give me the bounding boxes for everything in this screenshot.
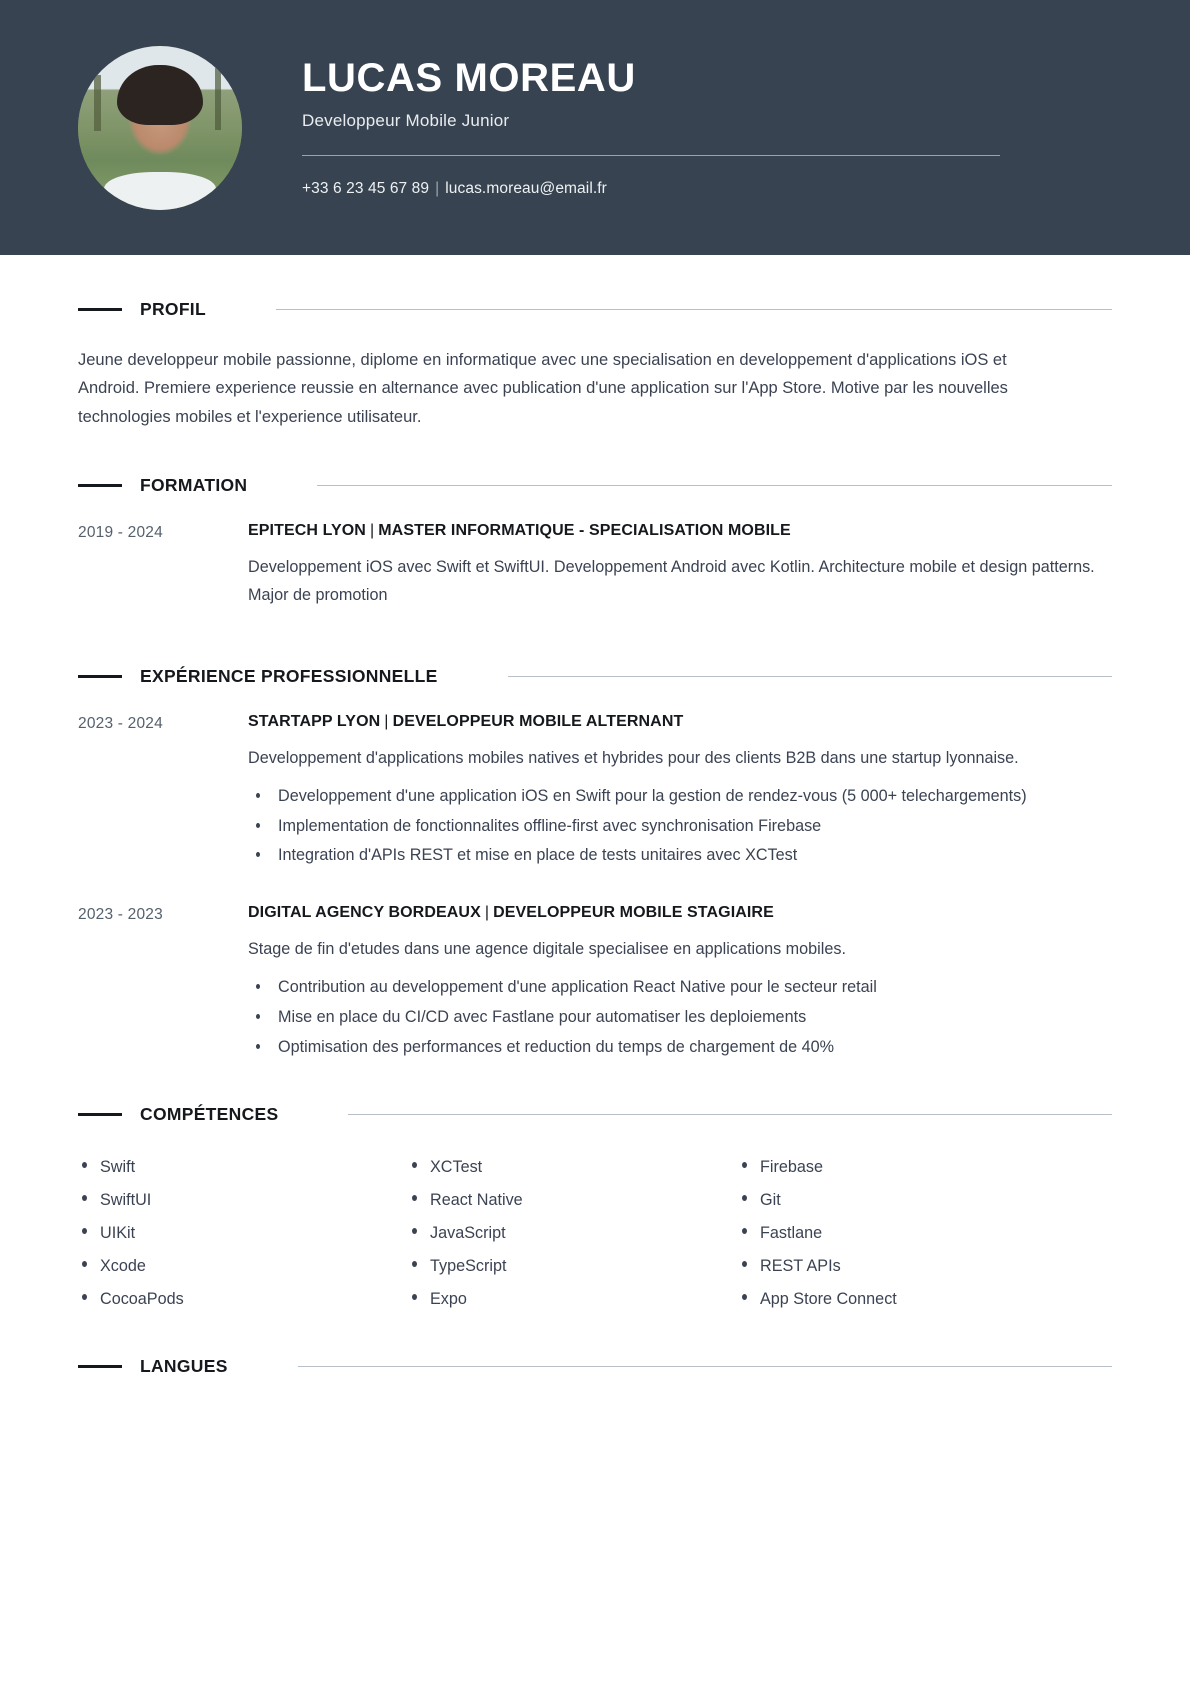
- section-rule: [348, 1114, 1112, 1115]
- entry-title: [248, 713, 1102, 731]
- email-address: lucas.moreau@email.fr: [445, 180, 607, 197]
- entry-description: Developpement d'applications mobiles natives et hybrides pour des clients B2B dans une startup lyonnaise.: [248, 748, 1019, 767]
- entry-title-separator: |: [484, 904, 490, 922]
- section-header-langues: [78, 1356, 1112, 1377]
- entry-date: 2023 - 2024: [78, 714, 163, 732]
- entry-body: [248, 522, 1112, 620]
- section-rule: [508, 676, 1112, 677]
- skill-item: Fastlane: [738, 1217, 1112, 1250]
- skill-item: UIKit: [78, 1217, 408, 1250]
- entry-date: 2019 - 2024: [78, 524, 163, 542]
- page-title: LUCAS MOREAU: [302, 56, 636, 100]
- section-dash-icon: [78, 1365, 122, 1368]
- skill-item: TypeScript: [408, 1250, 738, 1283]
- section-formation: [78, 475, 1112, 620]
- section-header-experience: [78, 666, 1112, 687]
- entry-title: [248, 522, 1102, 540]
- resume-content: [0, 255, 1190, 1377]
- entry-bullet-list: [248, 783, 1102, 871]
- list-item: Mise en place du CI/CD avec Fastlane pour automatiser les deploiements: [248, 1004, 1102, 1032]
- skill-item: Git: [738, 1184, 1112, 1217]
- list-item: Optimisation des performances et reduction du temps de chargement de 40%: [248, 1034, 1102, 1062]
- entry-title: [248, 904, 1102, 922]
- list-item: Integration d'APIs REST et mise en place de tests unitaires avec XCTest: [248, 842, 1102, 870]
- section-rule: [317, 485, 1112, 486]
- skill-item: SwiftUI: [78, 1184, 408, 1217]
- entry-position: DEVELOPPEUR MOBILE STAGIAIRE: [493, 904, 774, 922]
- skill-item: Xcode: [78, 1250, 408, 1283]
- entry-organisation: EPITECH LYON: [248, 522, 366, 540]
- skills-grid: [78, 1151, 1112, 1316]
- list-item: Developpement d'une application iOS en Swift pour la gestion de rendez-vous (5 000+ telechargements): [248, 783, 1102, 811]
- section-title: FORMATION: [140, 475, 248, 496]
- skill-item: React Native: [408, 1184, 738, 1217]
- entry-description: Developpement iOS avec Swift et SwiftUI. Developpement Android avec Kotlin. Architecture mobile et design patterns. Major de promotion: [248, 558, 1095, 604]
- section-rule: [276, 309, 1112, 310]
- experience-entry: [78, 713, 1112, 872]
- section-title: LANGUES: [140, 1355, 228, 1376]
- experience-entry: [78, 904, 1112, 1063]
- section-competences: [78, 1104, 1112, 1316]
- contact-separator: |: [435, 180, 440, 197]
- phone-number: +33 6 23 45 67 89: [302, 180, 430, 197]
- skill-item: CocoaPods: [78, 1283, 408, 1316]
- section-title: COMPÉTENCES: [140, 1103, 279, 1124]
- entry-bullet-list: [248, 974, 1102, 1062]
- skill-item: Expo: [408, 1283, 738, 1316]
- section-dash-icon: [78, 675, 122, 678]
- list-item: Implementation de fonctionnalites offline-first avec synchronisation Firebase: [248, 813, 1102, 841]
- header-text-block: [302, 57, 1190, 198]
- entry-position: DEVELOPPEUR MOBILE ALTERNANT: [392, 712, 684, 730]
- section-experience: [78, 666, 1112, 1064]
- contact-line: [302, 180, 1090, 198]
- entry-title-separator: |: [384, 712, 389, 730]
- section-rule: [298, 1366, 1112, 1367]
- skill-item: App Store Connect: [738, 1283, 1112, 1316]
- resume-header: [0, 0, 1190, 255]
- entry-title-separator: |: [369, 522, 375, 540]
- section-title: PROFIL: [140, 299, 206, 319]
- formation-entry: [78, 522, 1112, 620]
- section-profil: [78, 299, 1112, 431]
- skill-item: XCTest: [408, 1151, 738, 1184]
- skill-item: Firebase: [738, 1151, 1112, 1184]
- list-item: Contribution au developpement d'une application React Native pour le secteur retail: [248, 974, 1102, 1002]
- avatar: [78, 46, 242, 210]
- header-divider: [302, 155, 1000, 156]
- avatar-shirt: [104, 172, 216, 210]
- entry-body: [248, 713, 1112, 872]
- section-langues: [78, 1356, 1112, 1377]
- avatar-background-tree-right: [215, 68, 221, 130]
- section-header-competences: [78, 1104, 1112, 1125]
- section-header-profil: [78, 299, 1112, 320]
- section-dash-icon: [78, 484, 122, 487]
- entry-description: Stage de fin d'etudes dans une agence digitale specialisee en applications mobiles.: [248, 940, 846, 959]
- entry-organisation: DIGITAL AGENCY BORDEAUX: [248, 904, 481, 922]
- entry-date: 2023 - 2023: [78, 906, 163, 924]
- entry-body: [248, 904, 1112, 1063]
- section-dash-icon: [78, 1113, 122, 1116]
- skill-item: JavaScript: [408, 1217, 738, 1250]
- section-header-formation: [78, 475, 1112, 496]
- profil-paragraph: Jeune developpeur mobile passionne, diplome en informatique avec une specialisation en developpement d'applications iOS et Android. Premiere experience reussie en alternance avec publication d'une application sur l'App Store. Motive par les nouvelles technologies mobiles et l'experience utilisateur.: [78, 351, 1008, 426]
- entry-position: MASTER INFORMATIQUE - SPECIALISATION MOBILE: [378, 522, 791, 540]
- section-dash-icon: [78, 308, 122, 311]
- job-role-subtitle: Developpeur Mobile Junior: [302, 111, 510, 130]
- skill-item: Swift: [78, 1151, 408, 1184]
- entry-organisation: STARTAPP LYON: [248, 712, 381, 730]
- avatar-background-tree-left: [94, 75, 101, 131]
- skill-item: REST APIs: [738, 1250, 1112, 1283]
- section-title: EXPÉRIENCE PROFESSIONNELLE: [140, 665, 438, 686]
